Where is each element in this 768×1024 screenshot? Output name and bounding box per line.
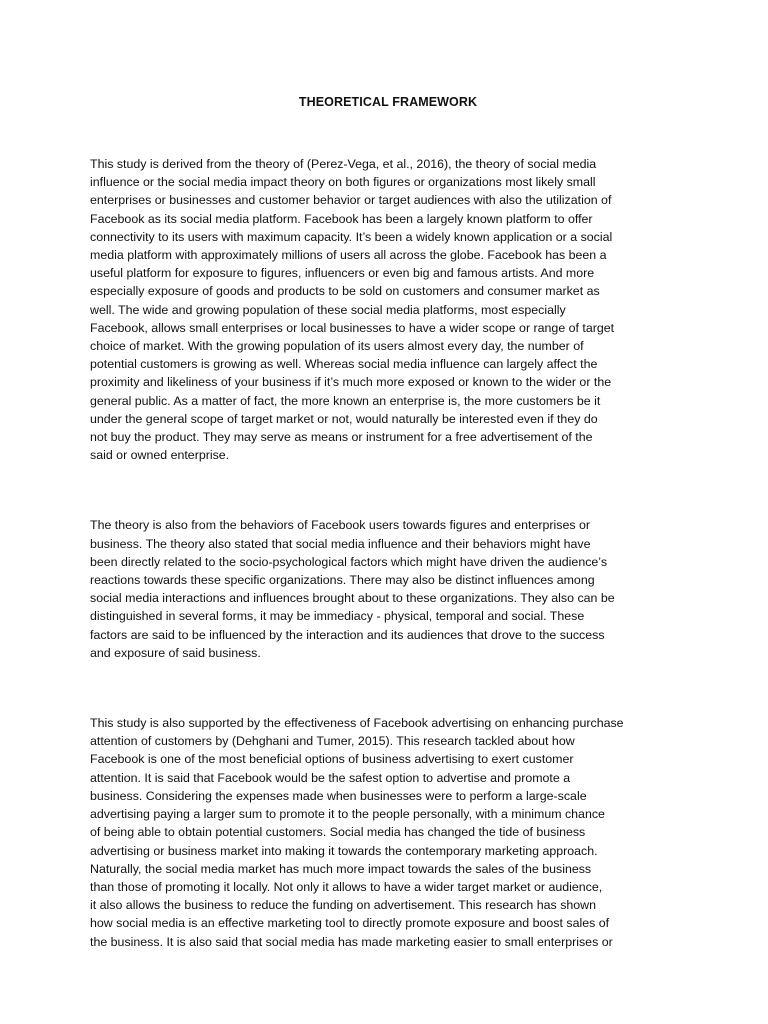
- paragraph-line: distinguished in several forms, it may be immediacy - physical, temporal and social. These: [90, 609, 585, 624]
- paragraph-1: [90, 155, 682, 464]
- paragraph-line: business. The theory also stated that social media influence and their behaviors might have: [90, 536, 591, 551]
- paragraph-line: attention. It is said that Facebook would be the safest option to advertise and promote a: [90, 770, 571, 785]
- paragraph-2: [90, 516, 682, 662]
- paragraph-line: proximity and likeliness of your business if it’s much more exposed or known to the wider or the: [90, 375, 612, 390]
- paragraph-line: The theory is also from the behaviors of Facebook users towards figures and enterprises or: [90, 518, 590, 533]
- paragraph-line: This study is derived from the theory of (Perez-Vega, et al., 2016), the theory of social media: [90, 157, 597, 171]
- paragraph-line: Naturally, the social media market has much more impact towards the sales of the business: [90, 861, 592, 876]
- paragraph-line: under the general scope of target market or not, would naturally be interested even if they do: [90, 411, 598, 426]
- paragraph-line: reactions towards these specific organizations. There may also be distinct influences among: [90, 573, 595, 588]
- paragraph-line: it also allows the business to reduce the funding on advertisement. This research has shown: [90, 898, 597, 913]
- paragraph-3: [90, 714, 682, 951]
- paragraph-line: general public. As a matter of fact, the more known an enterprise is, the more customers be it: [90, 393, 601, 408]
- paragraph-line: advertising paying a larger sum to promote it to the people personally, with a minimum chance: [90, 807, 605, 822]
- paragraph-line: enterprises or businesses and customer behavior or target audiences with also the utilization of: [90, 193, 612, 208]
- paragraph-line: connectivity to its users with maximum capacity. It’s been a widely known application or a social: [90, 229, 613, 244]
- paragraph-line: than those of promoting it locally. Not only it allows to have a wider target market or audience,: [90, 879, 603, 894]
- paragraph-line: advertising or business market into making it towards the contemporary marketing approach.: [90, 843, 598, 858]
- paragraph-line: attention of customers by (Dehghani and Tumer, 2015). This research tackled about how: [90, 734, 575, 749]
- paragraph-line: well. The wide and growing population of these social media platforms, most especially: [90, 302, 566, 317]
- paragraph-line: useful platform for exposure to figures, influencers or even big and famous artists. And more: [90, 266, 595, 281]
- paragraph-spacer: [90, 464, 682, 516]
- paragraph-line: been directly related to the socio-psychological factors which might have driven the audience’s: [90, 554, 608, 569]
- document-title: THEORETICAL FRAMEWORK: [298, 95, 478, 109]
- paragraph-line: Facebook is one of the most beneficial options of business advertising to exert customer: [90, 752, 574, 767]
- paragraph-line: Facebook as its social media platform. Facebook has been a largely known platform to offer: [90, 211, 593, 226]
- paragraph-line: business. Considering the expenses made when businesses were to perform a large-scale: [90, 788, 587, 803]
- paragraph-line: Facebook, allows small enterprises or local businesses to have a wider scope or range of target: [90, 320, 615, 335]
- paragraph-line: choice of market. With the growing population of its users almost every day, the number of: [90, 339, 584, 354]
- paragraph-line: said or owned enterprise.: [90, 448, 230, 463]
- paragraph-line: how social media is an effective marketing tool to directly promote exposure and boost sales of: [90, 916, 610, 931]
- paragraph-line: influence or the social media impact theory on both figures or organizations most likely small: [90, 175, 596, 190]
- paragraph-line: not buy the product. They may serve as means or instrument for a free advertisement of the: [90, 430, 593, 445]
- paragraph-line: and exposure of said business.: [90, 645, 261, 660]
- paragraph-line: of being able to obtain potential customers. Social media has changed the tide of business: [90, 825, 586, 840]
- paragraph-line: especially exposure of goods and products to be sold on customers and consumer market as: [90, 284, 600, 299]
- paragraph-line: potential customers is growing as well. Whereas social media influence can largely affect the: [90, 357, 598, 372]
- paragraph-line: social media interactions and influences brought about to these organizations. They also can be: [90, 591, 615, 606]
- paragraph-line: media platform with approximately millions of users all across the globe. Facebook has been a: [90, 248, 607, 263]
- paragraph-line: This study is also supported by the effectiveness of Facebook advertising on enhancing purchase: [90, 716, 624, 731]
- paragraph-line: factors are said to be influenced by the interaction and its audiences that drove to the success: [90, 627, 605, 642]
- paragraph-line: the business. It is also said that social media has made marketing easier to small enterprises or: [90, 934, 613, 949]
- paragraph-spacer: [90, 662, 682, 714]
